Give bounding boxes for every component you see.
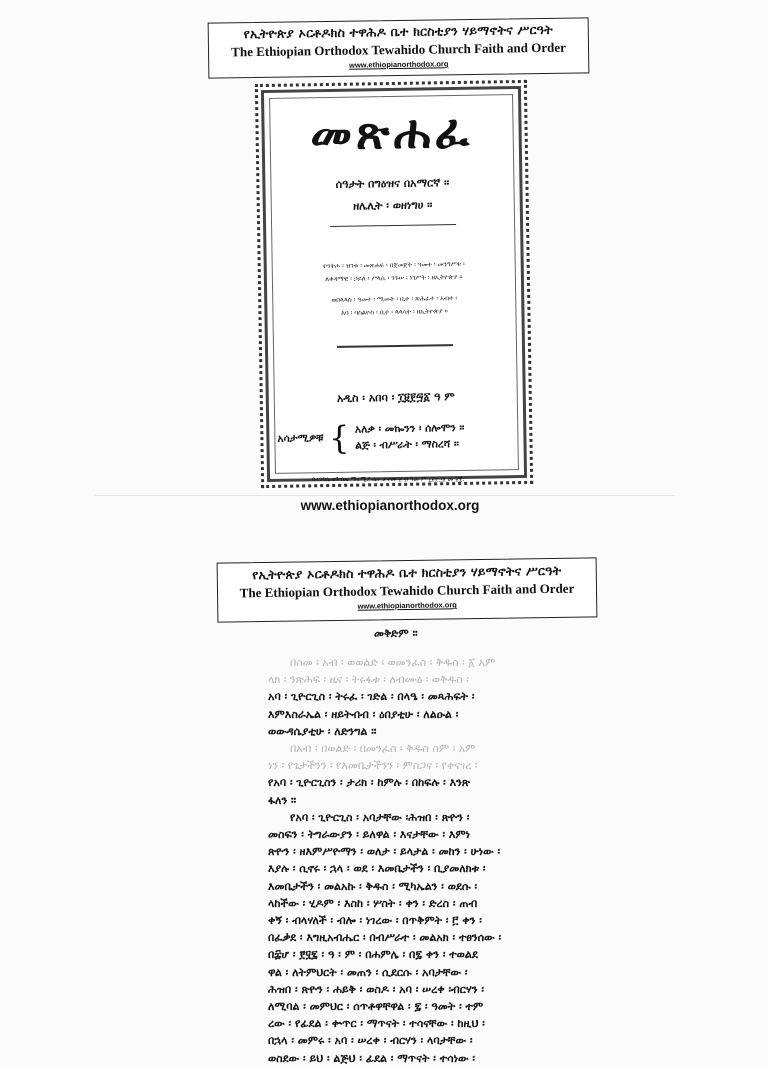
preface-line: የአባ ፡ ጊዮርጊስ ፡ አባታቸው ፡ሕዝበ ፡ ጽዮን ፡	[290, 810, 470, 824]
scan-edge-line	[95, 495, 675, 496]
preface-title: መቅድም ።	[374, 627, 418, 640]
publisher-1: አለቃ ፡ መኰንን ፡ ሰሎሞን ።	[354, 421, 465, 436]
preface-line: በአብ ፡ በወልድ ፡ በመንፈስ ፡ ቅዱስ ስም ፡ አም	[290, 742, 476, 756]
header2-english: The Ethiopian Orthodox Tewahido Church Faith and Order	[239, 580, 575, 601]
preface-line: እመቤታችን ፡ መልአኩ ፡ ቅዱስ ፡ ሚካኤልን ፡ ወደሱ ፡	[268, 879, 478, 893]
preface-line: እምእስራኤል ፡ ዘይትብብ ፡ ዕበያቲሁ ፡ ለልዑል ፡	[268, 707, 459, 721]
brace-glyph: {	[328, 418, 350, 458]
cover-title: መጽሐፈ	[309, 103, 474, 161]
publishers-names	[355, 420, 465, 454]
cover-block2-line2: እባ ፡ ባስልዮስ ፡ ቢተ ፡ ጳጳሳት ፡ ዘኢትዮጵያ ።	[341, 307, 448, 317]
preface-line: በኋላ ፡ መምሩ ፡ አባ ፡ ሠረቀ ፡ ብርሃን ፡ ላባታቸው ፡	[268, 1034, 473, 1048]
preface-line: ላከችው ፡ ሂዶም ፡ እስከ ፡ ሦስት ፡ ቀን ፡ ድረስ ፡ ጠብ	[268, 896, 478, 910]
publishers-label: አሳታሚዎቹ	[277, 431, 324, 445]
preface-line: ወስደው ፡ ይህ ፡ ልጅህ ፡ ፊደል ፡ ማጥናት ፡ ተሳነው ፡	[268, 1051, 475, 1065]
header-url: www.ethiopianorthodox.org	[349, 59, 449, 70]
preface-line: ወውዳሴያቲሁ ፡ ለድንግል ።	[268, 724, 377, 738]
cover-subtitle-1: ሰዓታት በግዕዝና በአማርኛ ።	[335, 176, 450, 191]
cover-block2-line1: ወበጳጳስ ፡ ዓመተ ፡ ሚመት ፡ ቢተ ፡ ጽሕፈተ ፡ አብተ ፡	[331, 294, 458, 304]
preface-body	[268, 654, 550, 1067]
preface-line: ጽዮን ፡ ዘእምሥዮማን ፡ ወለታ ፡ ይላታል ፡ መከን ፡ ሁነው ፡	[268, 845, 501, 859]
preface-line: ነን ፡ የጌታችንን ፡ የእመቤታችንን ፡ ምስጋና ፡ የቀናገረ ፡	[268, 759, 478, 773]
header-english: The Ethiopian Orthodox Tewahido Church Faith and Order	[231, 39, 566, 60]
cover-block1-line1: ተንትሖ ፡ ዝንቱ ፡ መጽሐፍ ፡ በጀመጀት ፡ ዓመተ ፡ መንግሥቱ ፡	[322, 259, 465, 271]
cover-subtitle-2: ዘሌሊት ፡ ወዘነግሀ ።	[353, 198, 433, 213]
preface-line: አባ ፡ ጊዮርጊስ ፡ ትሩፈ ፡ ገድል ፡ በላዔ ፡ መጻሕፍት ፡	[268, 690, 475, 704]
cover-publishers	[277, 418, 465, 458]
preface-line: ላክ ፡ ንጽሕፍ ፡ ዜና ፡ ትሩፋቱ ፡ ለብሙዕ ፡ ወቅዱስ ፡	[268, 673, 469, 687]
preface-line: ረው ፡ የፊደል ፡ ቍጥር ፡ ማጥናት ፡ ተሳናቸው ፡ ከዚህ ፡	[268, 1017, 485, 1031]
preface-line: የአባ ፡ ጊዮርጊስን ፡ ታሪክ ፡ ከምሉ ፡ በከፍሉ ፡ እንጽ	[268, 776, 470, 790]
site-url-banner: www.ethiopianorthodox.org	[300, 498, 480, 513]
preface-line: በስመ ፡ አብ ፡ ወወልድ ፡ ወመንፈስ ፡ ቅዱስ ፡ ፩ አም	[290, 656, 496, 669]
cover-footnote: በተንግሌ ዘጉብኤ ማተሚያ ቤት ታተመ ፳ ፴ ዓመ ም ፲፱፻፵፩ መ ፳፪.	[311, 476, 465, 483]
preface-line: በ፰ሆ ፡ ፻፶፯ ፡ ዓ ፡ ም ፡ በሐምሌ ፡ በ፯ ቀን ፡ ተወልደ	[268, 948, 478, 962]
preface-line: ለሚባል ፡ መምህር ፡ ሰጥቶዋቸዋል ፡ ፯ ፡ ዓመት ፡ ተም	[268, 1000, 484, 1014]
cover-place-date: አዲስ ፡ አበባ ፡ ፲፱፻፵፩ ዓ ም	[336, 390, 455, 405]
preface-line: እያሉ ፡ ሲኖሩ ፡ ኋላ ፡ ወደ ፡ እመቤታችን ፡ ቢያመለክቱ ፡	[268, 862, 486, 876]
header2-url: www.ethiopianorthodox.org	[357, 600, 457, 611]
cover-block1-line2: ለቀዳማዊ ፡ ኃይለ ፡ ሥላሴ ፡ ንጉሠ ፡ ነገሥት ፡ ዘኢትዮጵያ ።	[325, 272, 463, 284]
header-banner-second	[217, 557, 598, 622]
preface-line: በፈቃደ ፡ እግዚአብሔር ፡ በብሥራተ ፡ መልአክ ፡ ተፀንሰው ፡	[268, 931, 502, 945]
publisher-2: ልጅ ፡ ብሥራት ፡ ማስረሻ ።	[355, 438, 459, 452]
preface-line: ቀኝ ፡ ብላሃለች ፡ ብሎ ፡ ነገረው ፡ በጥቅምት ፡ ፫ ቀን ፡	[268, 914, 482, 928]
preface-line: ሕዝበ ፡ ጽዮን ፡ ሐይቅ ፡ ወስዶ ፡ አባ ፡ ሠረቀ ፡ብርሃን ፡	[268, 982, 484, 996]
preface-line: ዋል ፡ ለትምህርት ፡ መጠን ፡ ሲደርሱ ፡ አባታቸው ፡	[268, 965, 468, 979]
preface-line: ፋለን ።	[268, 793, 297, 807]
book-cover	[255, 80, 533, 488]
header2-amharic: የኢትዮጵያ ኦርቶዶክስ ተዋሕዶ ቤተ ክርስቲያን ሃይማኖትና ሥርዓት	[252, 562, 562, 583]
preface-line: መስፍን ፡ ትግራውያን ፡ ይለዋል ፡ እናታቸው ፡ እምነ	[268, 828, 471, 842]
header-banner-top	[208, 17, 590, 78]
header-amharic: የኢትዮጵያ ኦርቶዶክስ ተዋሕዶ ቤተ ክርስቲያን ሃይማኖትና ሥርዓት	[243, 21, 553, 42]
